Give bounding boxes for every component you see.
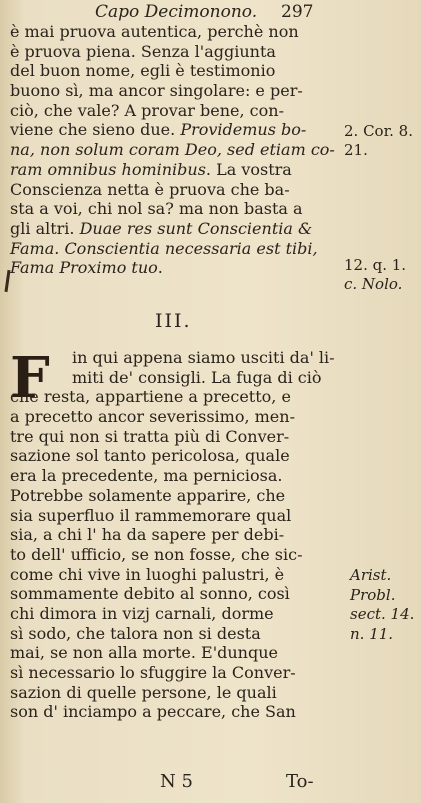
text-line bbox=[10, 61, 340, 81]
text-span: viene che sieno due. bbox=[10, 120, 181, 140]
margin-note-2 bbox=[344, 256, 406, 294]
margin-note-line: sect. 14. bbox=[350, 605, 415, 623]
margin-note-line: 21. bbox=[344, 141, 368, 159]
text-line bbox=[10, 22, 340, 42]
page-footer bbox=[0, 771, 421, 795]
paragraph-2 bbox=[10, 345, 345, 722]
text-line: sazione sol tanto pericolosa, quale bbox=[10, 446, 290, 466]
text-line: to dell' ufficio, se non fosse, che sic- bbox=[10, 544, 303, 564]
margin-note-line: Probl. bbox=[350, 585, 396, 604]
margin-note-line: Arist. bbox=[350, 566, 392, 584]
paragraph-1 bbox=[10, 22, 340, 278]
text-line bbox=[10, 180, 340, 200]
text-line: chi dimora in vizj carnali, dorme bbox=[10, 603, 274, 623]
text-line bbox=[10, 258, 340, 278]
text-line: sazion di quelle persone, le quali bbox=[10, 682, 277, 702]
text-line: sì sodo, che talora non si desta bbox=[10, 623, 261, 643]
text-line: sia, a chi l' ha da sapere per debi- bbox=[10, 525, 285, 545]
text-line bbox=[10, 101, 340, 121]
margin-note-1 bbox=[344, 122, 413, 160]
text-line: mai, se non alla morte. E'dunque bbox=[10, 643, 278, 663]
margin-note-line: 12. q. 1. bbox=[344, 256, 407, 274]
page-number: 297 bbox=[281, 2, 314, 22]
section-heading: III. bbox=[155, 310, 192, 332]
text-line: tre qui non si tratta più di Conver- bbox=[10, 426, 290, 446]
text-span: è pruova piena. Senza l'aggiunta bbox=[10, 41, 276, 61]
text-span: ciò, che vale? A provar bene, con- bbox=[10, 100, 284, 120]
text-line: son d' inciampo a peccare, che San bbox=[10, 702, 296, 722]
text-line: sì necessario lo sfuggire la Conver- bbox=[10, 663, 296, 682]
text-line: a precetto ancor severissimo, men- bbox=[10, 407, 295, 427]
text-line: era la precedente, ma perniciosa. bbox=[10, 466, 283, 486]
text-line bbox=[10, 199, 340, 219]
text-line: in qui appena siamo usciti da' li- bbox=[72, 348, 335, 367]
text-span: . La vostra bbox=[205, 159, 292, 179]
text-span: . bbox=[157, 258, 163, 278]
text-line: sommamente debito al sonno, così bbox=[10, 584, 290, 604]
latin-quote: Fama Proximo tuo bbox=[10, 258, 158, 278]
chapter-title: Capo Decimonono. bbox=[95, 2, 258, 22]
latin-quote: Duae res sunt Conscientia & bbox=[79, 218, 313, 238]
text-line: Potrebbe solamente apparire, che bbox=[10, 485, 286, 505]
drop-cap: F bbox=[10, 345, 50, 411]
text-line: miti de' consigli. La fuga di ciò bbox=[72, 367, 322, 387]
text-line: come chi vive in luoghi palustri, è bbox=[10, 564, 285, 584]
latin-quote: ram omnibus hominibus bbox=[10, 159, 206, 179]
text-line bbox=[10, 42, 340, 62]
catchword: To- bbox=[286, 771, 314, 792]
margin-note-line: 2. Cor. 8. bbox=[344, 122, 413, 140]
latin-quote: na, non solum coram Deo, sed etiam co- bbox=[10, 140, 335, 160]
text-line bbox=[10, 140, 340, 160]
text-span: sta a voi, chi nol sa? ma non basta a bbox=[10, 199, 303, 219]
ink-mark bbox=[4, 270, 10, 292]
text-line bbox=[10, 81, 340, 101]
signature-mark: N 5 bbox=[160, 771, 193, 792]
text-span: gli altri. bbox=[10, 218, 80, 238]
text-span: del buon nome, egli è testimonio bbox=[10, 61, 276, 81]
margin-note-line: n. 11. bbox=[350, 624, 394, 643]
margin-note-3 bbox=[350, 566, 414, 644]
latin-quote: Providemus bo- bbox=[180, 120, 307, 140]
text-span: buono sì, ma ancor singolare: e per- bbox=[10, 81, 303, 101]
text-line: sia superfluo il rammemorare qual bbox=[10, 505, 292, 525]
text-line bbox=[10, 239, 340, 259]
text-span: Conscienza netta è pruova che ba- bbox=[10, 179, 290, 199]
text-line: che resta, appartiene a precetto, e bbox=[10, 387, 291, 407]
text-span: è mai pruova autentica, perchè non bbox=[10, 22, 299, 41]
margin-note-line: c. Nolo. bbox=[344, 275, 403, 293]
latin-quote: Fama. Conscientia necessaria est tibi, bbox=[10, 238, 318, 258]
text-line bbox=[10, 120, 340, 140]
text-line bbox=[10, 219, 340, 239]
text-line bbox=[10, 160, 340, 180]
